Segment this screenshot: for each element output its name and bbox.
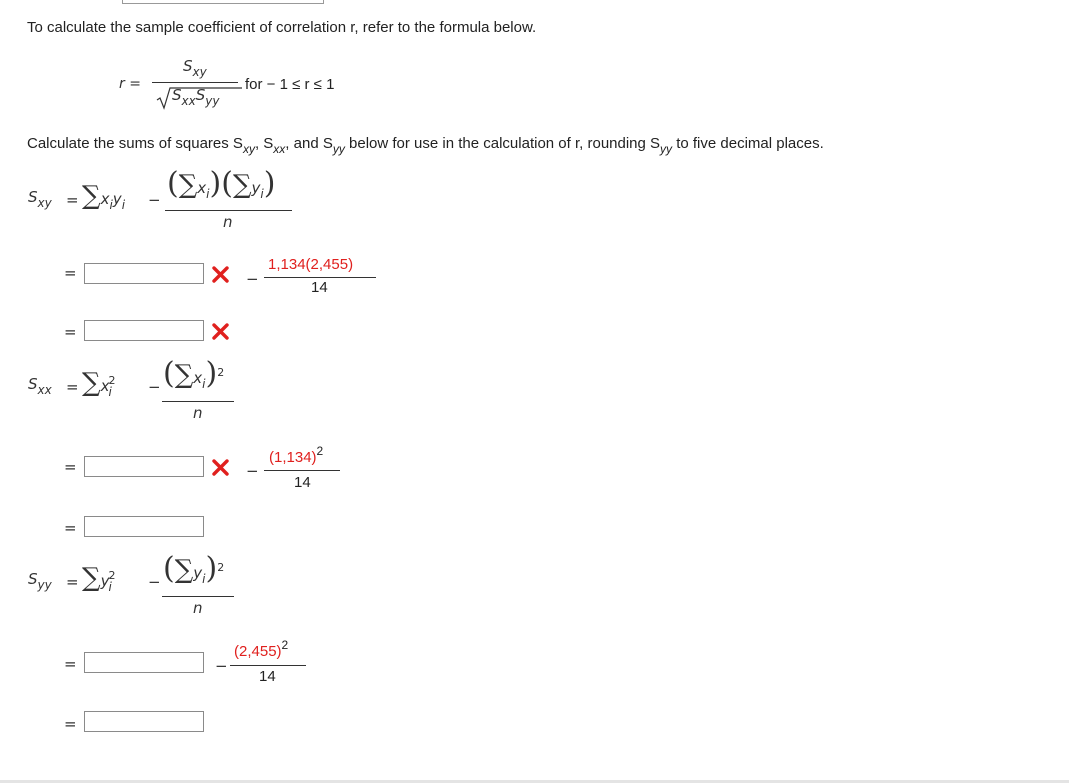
sxy-fraction-n: n bbox=[223, 213, 233, 231]
formula-condition: for − 1 ≤ r ≤ 1 bbox=[245, 76, 335, 93]
minus-sign: − bbox=[246, 462, 259, 480]
formula-fraction-bar bbox=[152, 82, 238, 83]
equals-sign: = bbox=[64, 655, 77, 673]
previous-section-edge bbox=[122, 0, 324, 4]
equals-sign: = bbox=[66, 191, 79, 209]
minus-sign: − bbox=[148, 191, 161, 209]
x-mark-icon bbox=[212, 266, 229, 283]
equals-sign: = bbox=[66, 378, 79, 396]
fraction-bar bbox=[264, 277, 376, 278]
sample-size-n: 14 bbox=[294, 474, 311, 491]
equals-sign: = bbox=[66, 573, 79, 591]
syy-label: $S_{yy}$ bbox=[28, 570, 52, 592]
syy-sum-yi-squared-input[interactable] bbox=[84, 652, 204, 673]
minus-sign: − bbox=[215, 657, 228, 675]
formula-r-label: r = bbox=[119, 76, 141, 92]
equals-sign: = bbox=[64, 715, 77, 733]
sxy-label: $S_{xy}$ bbox=[28, 188, 52, 210]
sxy-sum-xiyi-input[interactable] bbox=[84, 263, 204, 284]
fraction-bar bbox=[230, 665, 306, 666]
formula-denominator: $S_{xx}S_{yy}$ bbox=[172, 86, 220, 108]
syy-fraction-n: n bbox=[193, 599, 203, 617]
equals-sign: = bbox=[64, 519, 77, 537]
formula-numerator: $S_{xy}$ bbox=[183, 57, 207, 79]
intro-text: To calculate the sample coefficient of correlation r, refer to the formula below. bbox=[27, 19, 537, 36]
sum-x-squared-term: $\sum x^2_i$ bbox=[82, 368, 116, 399]
sxy-given-product: 1,134(2,455) bbox=[268, 256, 354, 273]
syy-fraction-numerator: $(\sum y_i)^2$ bbox=[163, 551, 225, 586]
sample-size-n: 14 bbox=[311, 279, 328, 296]
sxx-given-sum-squared: $(1,134)^2$ bbox=[269, 444, 324, 466]
syy-result-input[interactable] bbox=[84, 711, 204, 732]
sxy-fraction-bar bbox=[165, 210, 292, 211]
x-mark-icon bbox=[212, 323, 229, 340]
sxx-fraction-numerator: $(\sum x_i)^2$ bbox=[163, 356, 225, 391]
sum-xy-term: $\sum x_iy_i$ bbox=[82, 181, 126, 212]
x-mark-icon bbox=[212, 459, 229, 476]
sxy-result-input[interactable] bbox=[84, 320, 204, 341]
sample-size-n: 14 bbox=[259, 668, 276, 685]
sxx-label: $S_{xx}$ bbox=[28, 375, 52, 397]
fraction-bar bbox=[264, 470, 340, 471]
equals-sign: = bbox=[64, 323, 77, 341]
equals-sign: = bbox=[64, 264, 77, 282]
sxx-result-input[interactable] bbox=[84, 516, 204, 537]
minus-sign: − bbox=[148, 378, 161, 396]
minus-sign: − bbox=[246, 270, 259, 288]
sum-y-squared-term: $\sum y^2_i$ bbox=[82, 563, 116, 594]
instructions-text: Calculate the sums of squares $S_{xy}$, $S_{xx}$, and $S_{yy}$ below for use in the calculation of r, rounding $S_{yy}$ to five decimal places. bbox=[27, 135, 824, 156]
minus-sign: − bbox=[148, 573, 161, 591]
syy-fraction-bar bbox=[162, 596, 234, 597]
syy-given-sum-squared: $(2,455)^2$ bbox=[234, 638, 289, 660]
sxy-fraction-numerator: $(\sum x_i)(\sum y_i)$ bbox=[167, 166, 276, 201]
sxx-fraction-bar bbox=[162, 401, 234, 402]
sxx-fraction-n: n bbox=[193, 404, 203, 422]
equals-sign: = bbox=[64, 458, 77, 476]
sxx-sum-xi-squared-input[interactable] bbox=[84, 456, 204, 477]
